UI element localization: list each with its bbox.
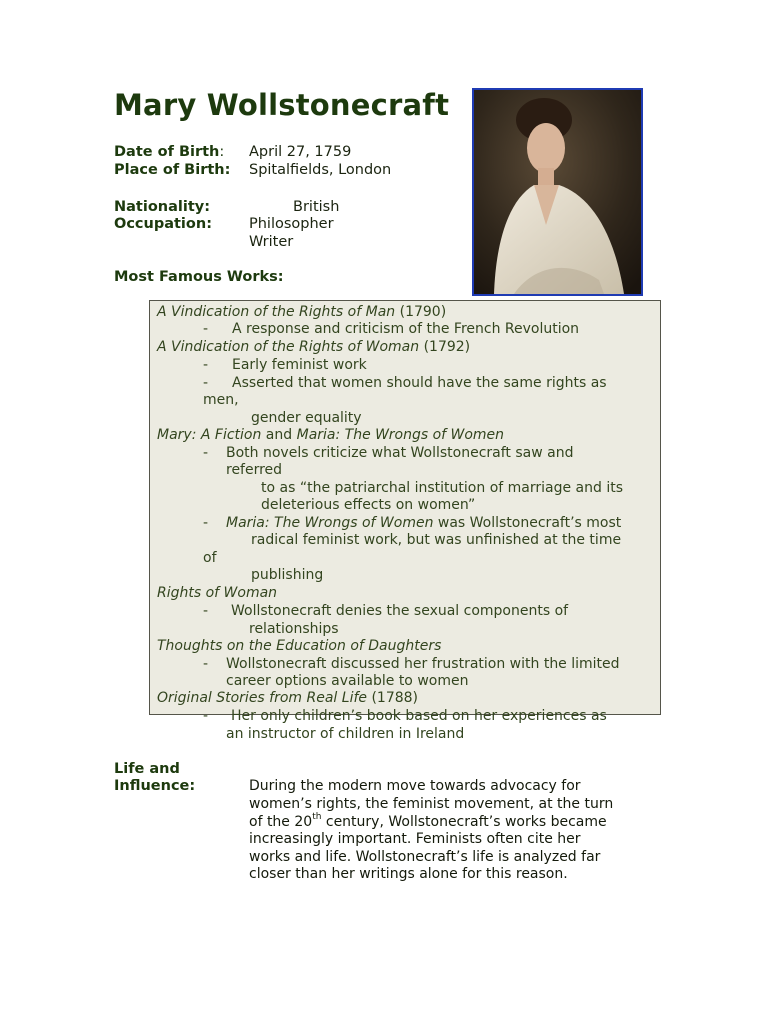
work-note: an instructor of children in Ireland [226, 726, 465, 742]
pob-label: Place of Birth: [114, 162, 231, 178]
bullet-dash: - [203, 357, 209, 373]
work-note: men, [203, 392, 239, 408]
occupation-label: Occupation: [114, 216, 212, 232]
bullet-dash: - [203, 603, 209, 619]
work-note: relationships [249, 621, 339, 637]
work-note: Wollstonecraft denies the sexual components of [231, 603, 569, 619]
work-note: Asserted that women should have the same rights as [232, 375, 607, 391]
work-title: Mary: A Fiction and Maria: The Wrongs of Women [157, 427, 505, 443]
life-text-line: works and life. Wollstonecraft’s life is analyzed far [249, 849, 601, 865]
portrait-painting [474, 90, 641, 294]
bullet-dash: - [203, 445, 209, 461]
bullet-dash: - [203, 515, 209, 531]
work-title: Original Stories from Real Life (1788) [157, 690, 419, 706]
work-note: gender equality [251, 410, 362, 426]
work-note: Maria: The Wrongs of Women was Wollstonecraft’s most [226, 515, 622, 531]
life-text-line: During the modern move towards advocacy for [249, 778, 581, 794]
occupation-value-1: Philosopher [249, 216, 334, 232]
work-title: A Vindication of the Rights of Man (1790) [157, 304, 447, 320]
work-title: Rights of Woman [157, 585, 278, 601]
bullet-dash: - [203, 321, 209, 337]
pob-value: Spitalfields, London [249, 162, 392, 178]
portrait-image [472, 88, 643, 296]
dob-value: April 27, 1759 [249, 144, 352, 160]
work-note: of [203, 550, 217, 566]
bullet-dash: - [203, 708, 209, 724]
work-note: Both novels criticize what Wollstonecraft saw and [226, 445, 574, 461]
occupation-value-2: Writer [249, 234, 294, 250]
work-title: A Vindication of the Rights of Woman (1792) [157, 339, 471, 355]
page-title: Mary Wollstonecraft [114, 88, 450, 122]
work-note: referred [226, 462, 283, 478]
bullet-dash: - [203, 375, 209, 391]
dob-label: Date of Birth: [114, 144, 225, 160]
life-text-line: women’s rights, the feminist movement, at the turn [249, 796, 614, 812]
bullet-dash: - [203, 656, 209, 672]
work-note: deleterious effects on women” [261, 497, 476, 513]
work-note: A response and criticism of the French Revolution [232, 321, 580, 337]
work-note: to as “the patriarchal institution of marriage and its [261, 480, 623, 496]
life-label-2: Influence: [114, 778, 196, 794]
work-note: publishing [251, 567, 324, 583]
work-note: career options available to women [226, 673, 469, 689]
work-note: Wollstonecraft discussed her frustration with the limited [226, 656, 620, 672]
life-text-line: of the 20th century, Wollstonecraft’s works became [249, 812, 607, 830]
work-note: radical feminist work, but was unfinished at the time [251, 532, 622, 548]
life-label-1: Life and [114, 761, 180, 777]
work-note: Early feminist work [232, 357, 367, 373]
work-title: Thoughts on the Education of Daughters [157, 638, 442, 654]
life-text-line: closer than her writings alone for this reason. [249, 866, 568, 882]
work-note: Her only children’s book based on her experiences as [231, 708, 607, 724]
life-text-line: increasingly important. Feminists often cite her [249, 831, 581, 847]
nationality-label: Nationality: [114, 199, 211, 215]
nationality-value: British [293, 199, 340, 215]
works-heading: Most Famous Works: [114, 269, 284, 285]
